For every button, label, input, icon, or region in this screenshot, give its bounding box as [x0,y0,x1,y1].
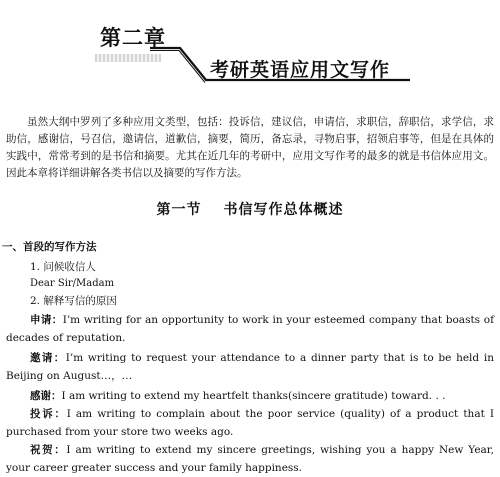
chapter-rule [0,0,500,100]
example-label: 邀请： [30,352,66,364]
example-thanks [6,387,494,405]
example-label: 感谢： [30,390,62,402]
section-heading: 书信写作总体概述 [223,202,344,218]
subsection-heading: 一、首段的写作方法 [2,241,97,253]
example-text: I am writing to complain about the poor service (quality) of a product that I purchased from your store two weeks ago. [6,408,495,438]
example-text: I’m writing for an opportunity to work in your esteemed company that boasts of decades of reputation. [6,314,495,344]
chapter-number: 第二章 [100,26,166,50]
item-greeting-heading: 1. 问候收信人 [30,261,96,273]
example-text: I’m writing to request your attendance to a dinner party that is to be held in Beijing on August…，… [6,352,494,382]
section-number: 第一节 [156,202,202,218]
example-text: I am writing to extend my sincere greetings, wishing you a happy New Year, your career greater success and your family happiness. [6,444,495,474]
example-apply [6,311,494,347]
example-invite [6,349,494,385]
chapter-title: 考研英语应用文写作 [210,59,391,81]
item-greeting-example: Dear Sir/Madam [30,278,115,289]
intro-paragraph: 虽然大纲中罗列了多种应用文类型，包括：投诉信，建议信，申请信，求职信，辞职信，求学信，求助信，感谢信，号召信，邀请信，道歉信，摘要，简历，备忘录，寻物启事，招领启事等，但是在具体的实践中，常常考到的是书信和摘要。尤其在近几年的考研中，应用文写作考的最多的就是书信体应用文。因此本章将详细讲解各类书信以及摘要的写作方法。 [6,116,494,179]
example-complain [6,405,494,441]
example-label: 申请： [30,314,63,326]
example-label: 投诉： [30,408,67,420]
example-congrats [6,441,494,477]
item-reason-heading: 2. 解释写信的原因 [30,295,117,307]
example-label: 祝贺： [30,444,67,456]
section-title [0,199,500,219]
example-text: I am writing to extend my heartfelt thanks(sincere gratitude) toward. . . [61,390,446,402]
